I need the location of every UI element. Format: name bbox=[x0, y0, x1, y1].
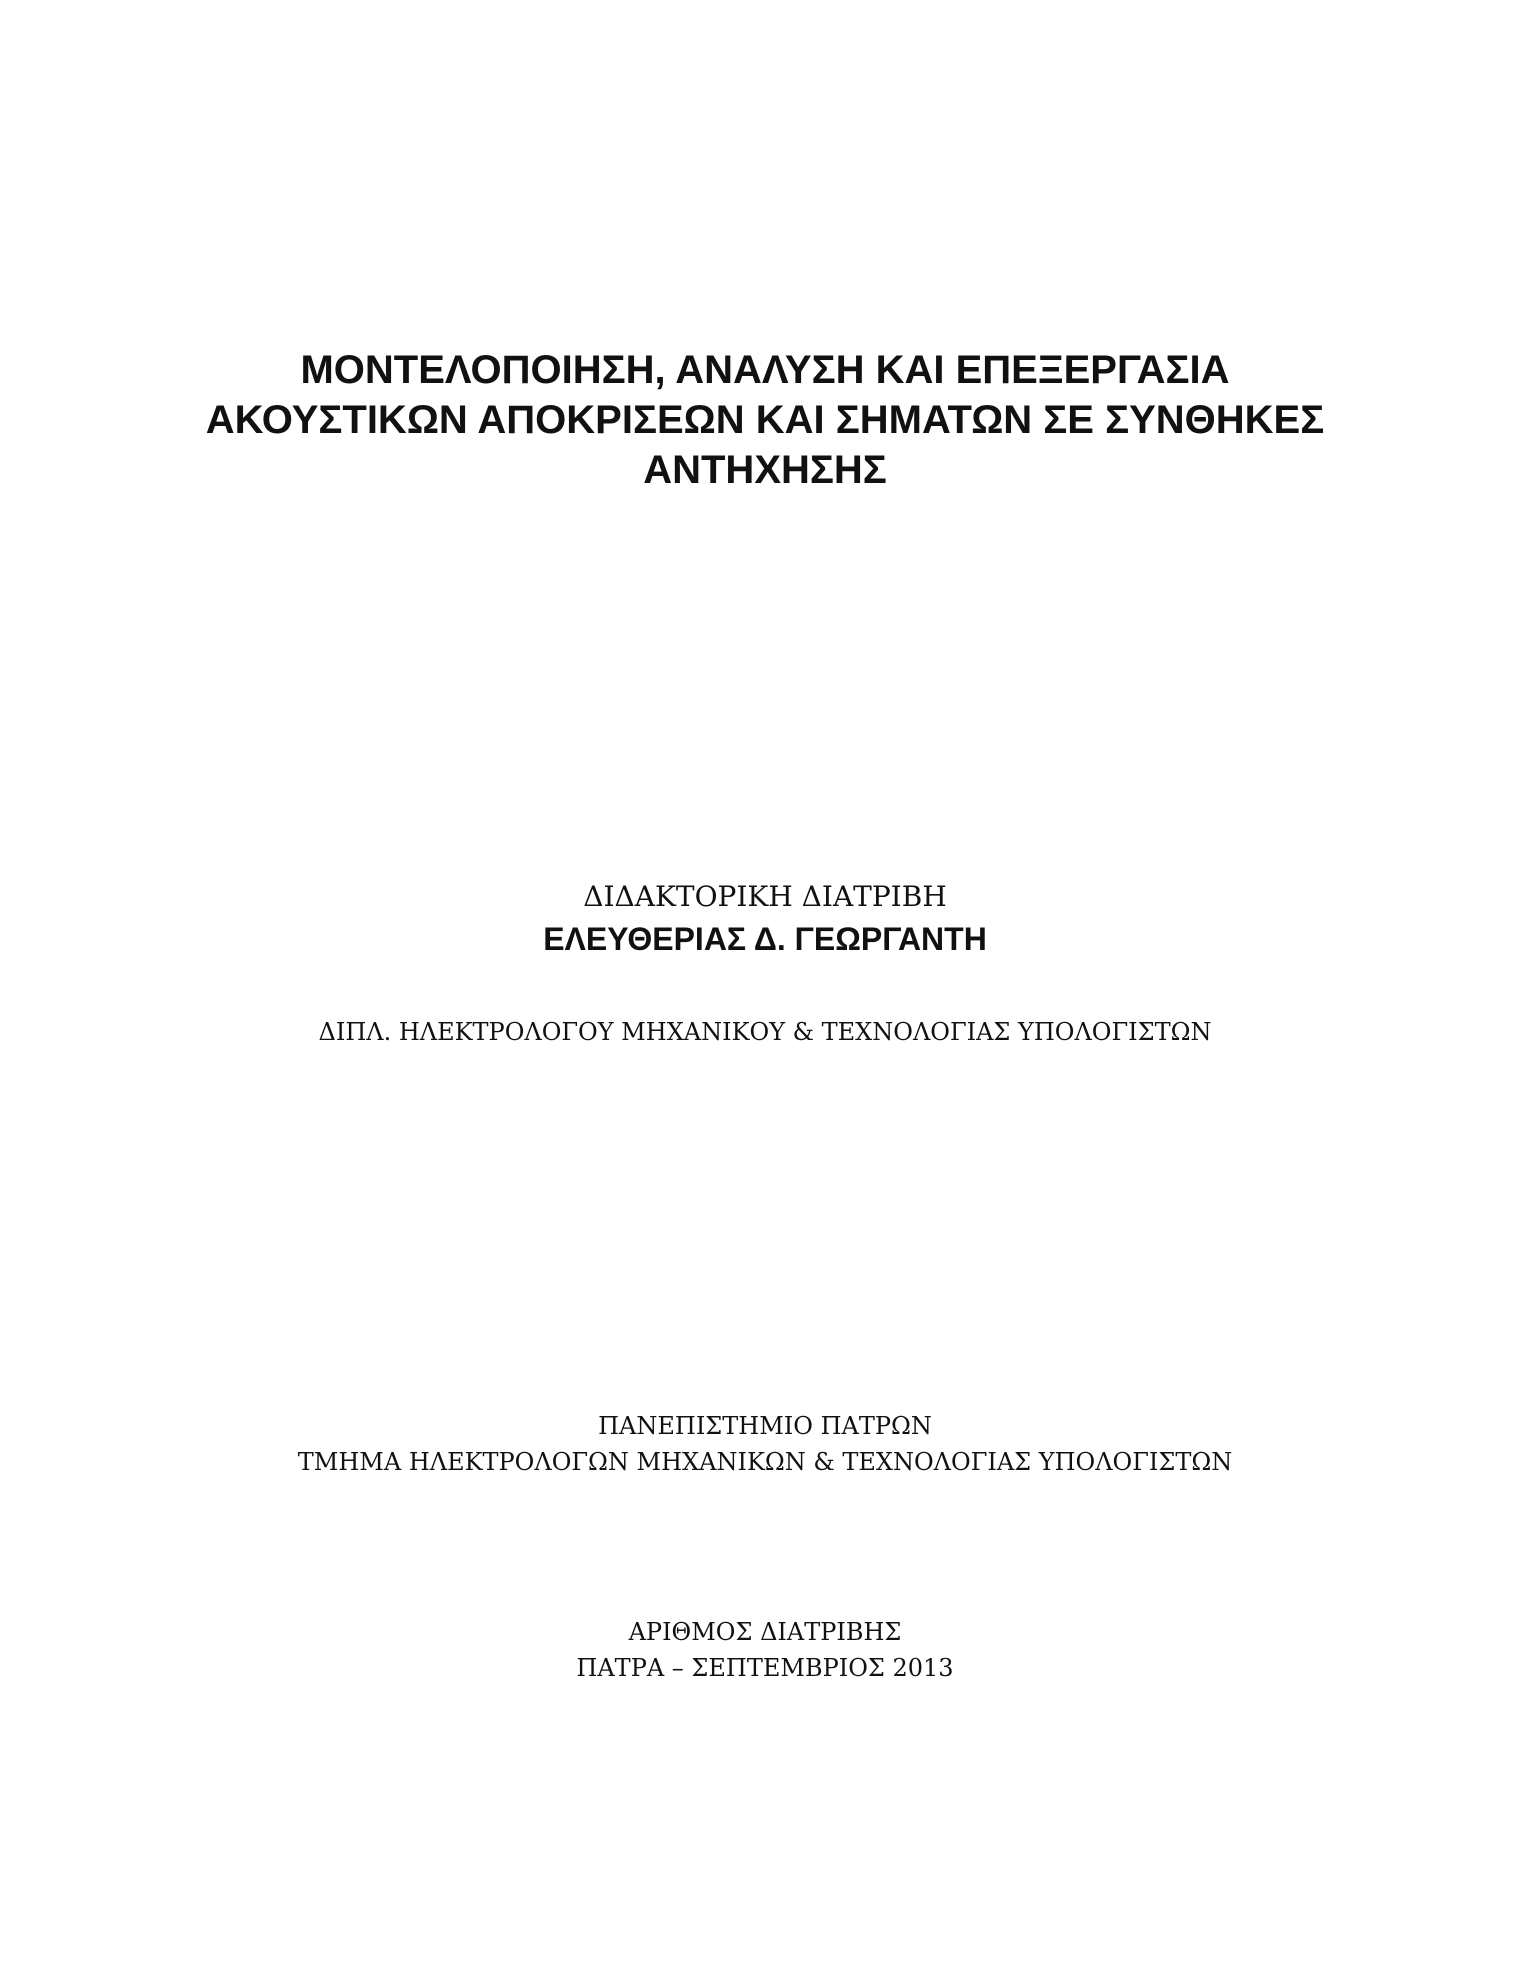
thesis-title-line-3: ΑΝΤΗΧΗΣΗΣ bbox=[643, 448, 887, 492]
department-name: ΤΜΗΜΑ ΗΛΕΚΤΡΟΛΟΓΩΝ ΜΗΧΑΝΙΚΩΝ & ΤΕΧΝΟΛΟΓΙΑΣ ΥΠΟΛΟΓΙΣΤΩΝ bbox=[297, 1448, 1233, 1476]
thesis-title-line-1: ΜΟΝΤΕΛΟΠΟΙΗΣΗ, ΑΝΑΛΥΣΗ ΚΑΙ ΕΠΕΞΕΡΓΑΣΙΑ bbox=[300, 348, 1230, 392]
thesis-title-line-2: ΑΚΟΥΣΤΙΚΩΝ ΑΠΟΚΡΙΣΕΩΝ ΚΑΙ ΣΗΜΑΤΩΝ ΣΕ ΣΥΝΘΗΚΕΣ bbox=[205, 398, 1325, 442]
university-name: ΠΑΝΕΠΙΣΤΗΜΙΟ ΠΑΤΡΩΝ bbox=[598, 1412, 932, 1440]
institution-block bbox=[0, 1408, 1530, 1480]
author-degree: ΔΙΠΛ. ΗΛΕΚΤΡΟΛΟΓΟΥ ΜΗΧΑΝΙΚΟΥ & ΤΕΧΝΟΛΟΓΙΑΣ ΥΠΟΛΟΓΙΣΤΩΝ bbox=[318, 1018, 1212, 1046]
footer-block bbox=[0, 1614, 1530, 1686]
thesis-type: ΔΙΔΑΚΤΟΡΙΚΗ ΔΙΑΤΡΙΒΗ bbox=[583, 880, 947, 913]
author-name: ΕΛΕΥΘΕΡΙΑΣ Δ. ΓΕΩΡΓΑΝΤΗ bbox=[543, 921, 987, 957]
thesis-title bbox=[0, 345, 1530, 495]
author-degree-block bbox=[0, 1015, 1530, 1049]
place-date: ΠΑΤΡΑ – ΣΕΠΤΕΜΒΡΙΟΣ 2013 bbox=[576, 1654, 954, 1682]
thesis-number: ΑΡΙΘΜΟΣ ΔΙΑΤΡΙΒΗΣ bbox=[628, 1618, 902, 1646]
thesis-info bbox=[0, 877, 1530, 961]
